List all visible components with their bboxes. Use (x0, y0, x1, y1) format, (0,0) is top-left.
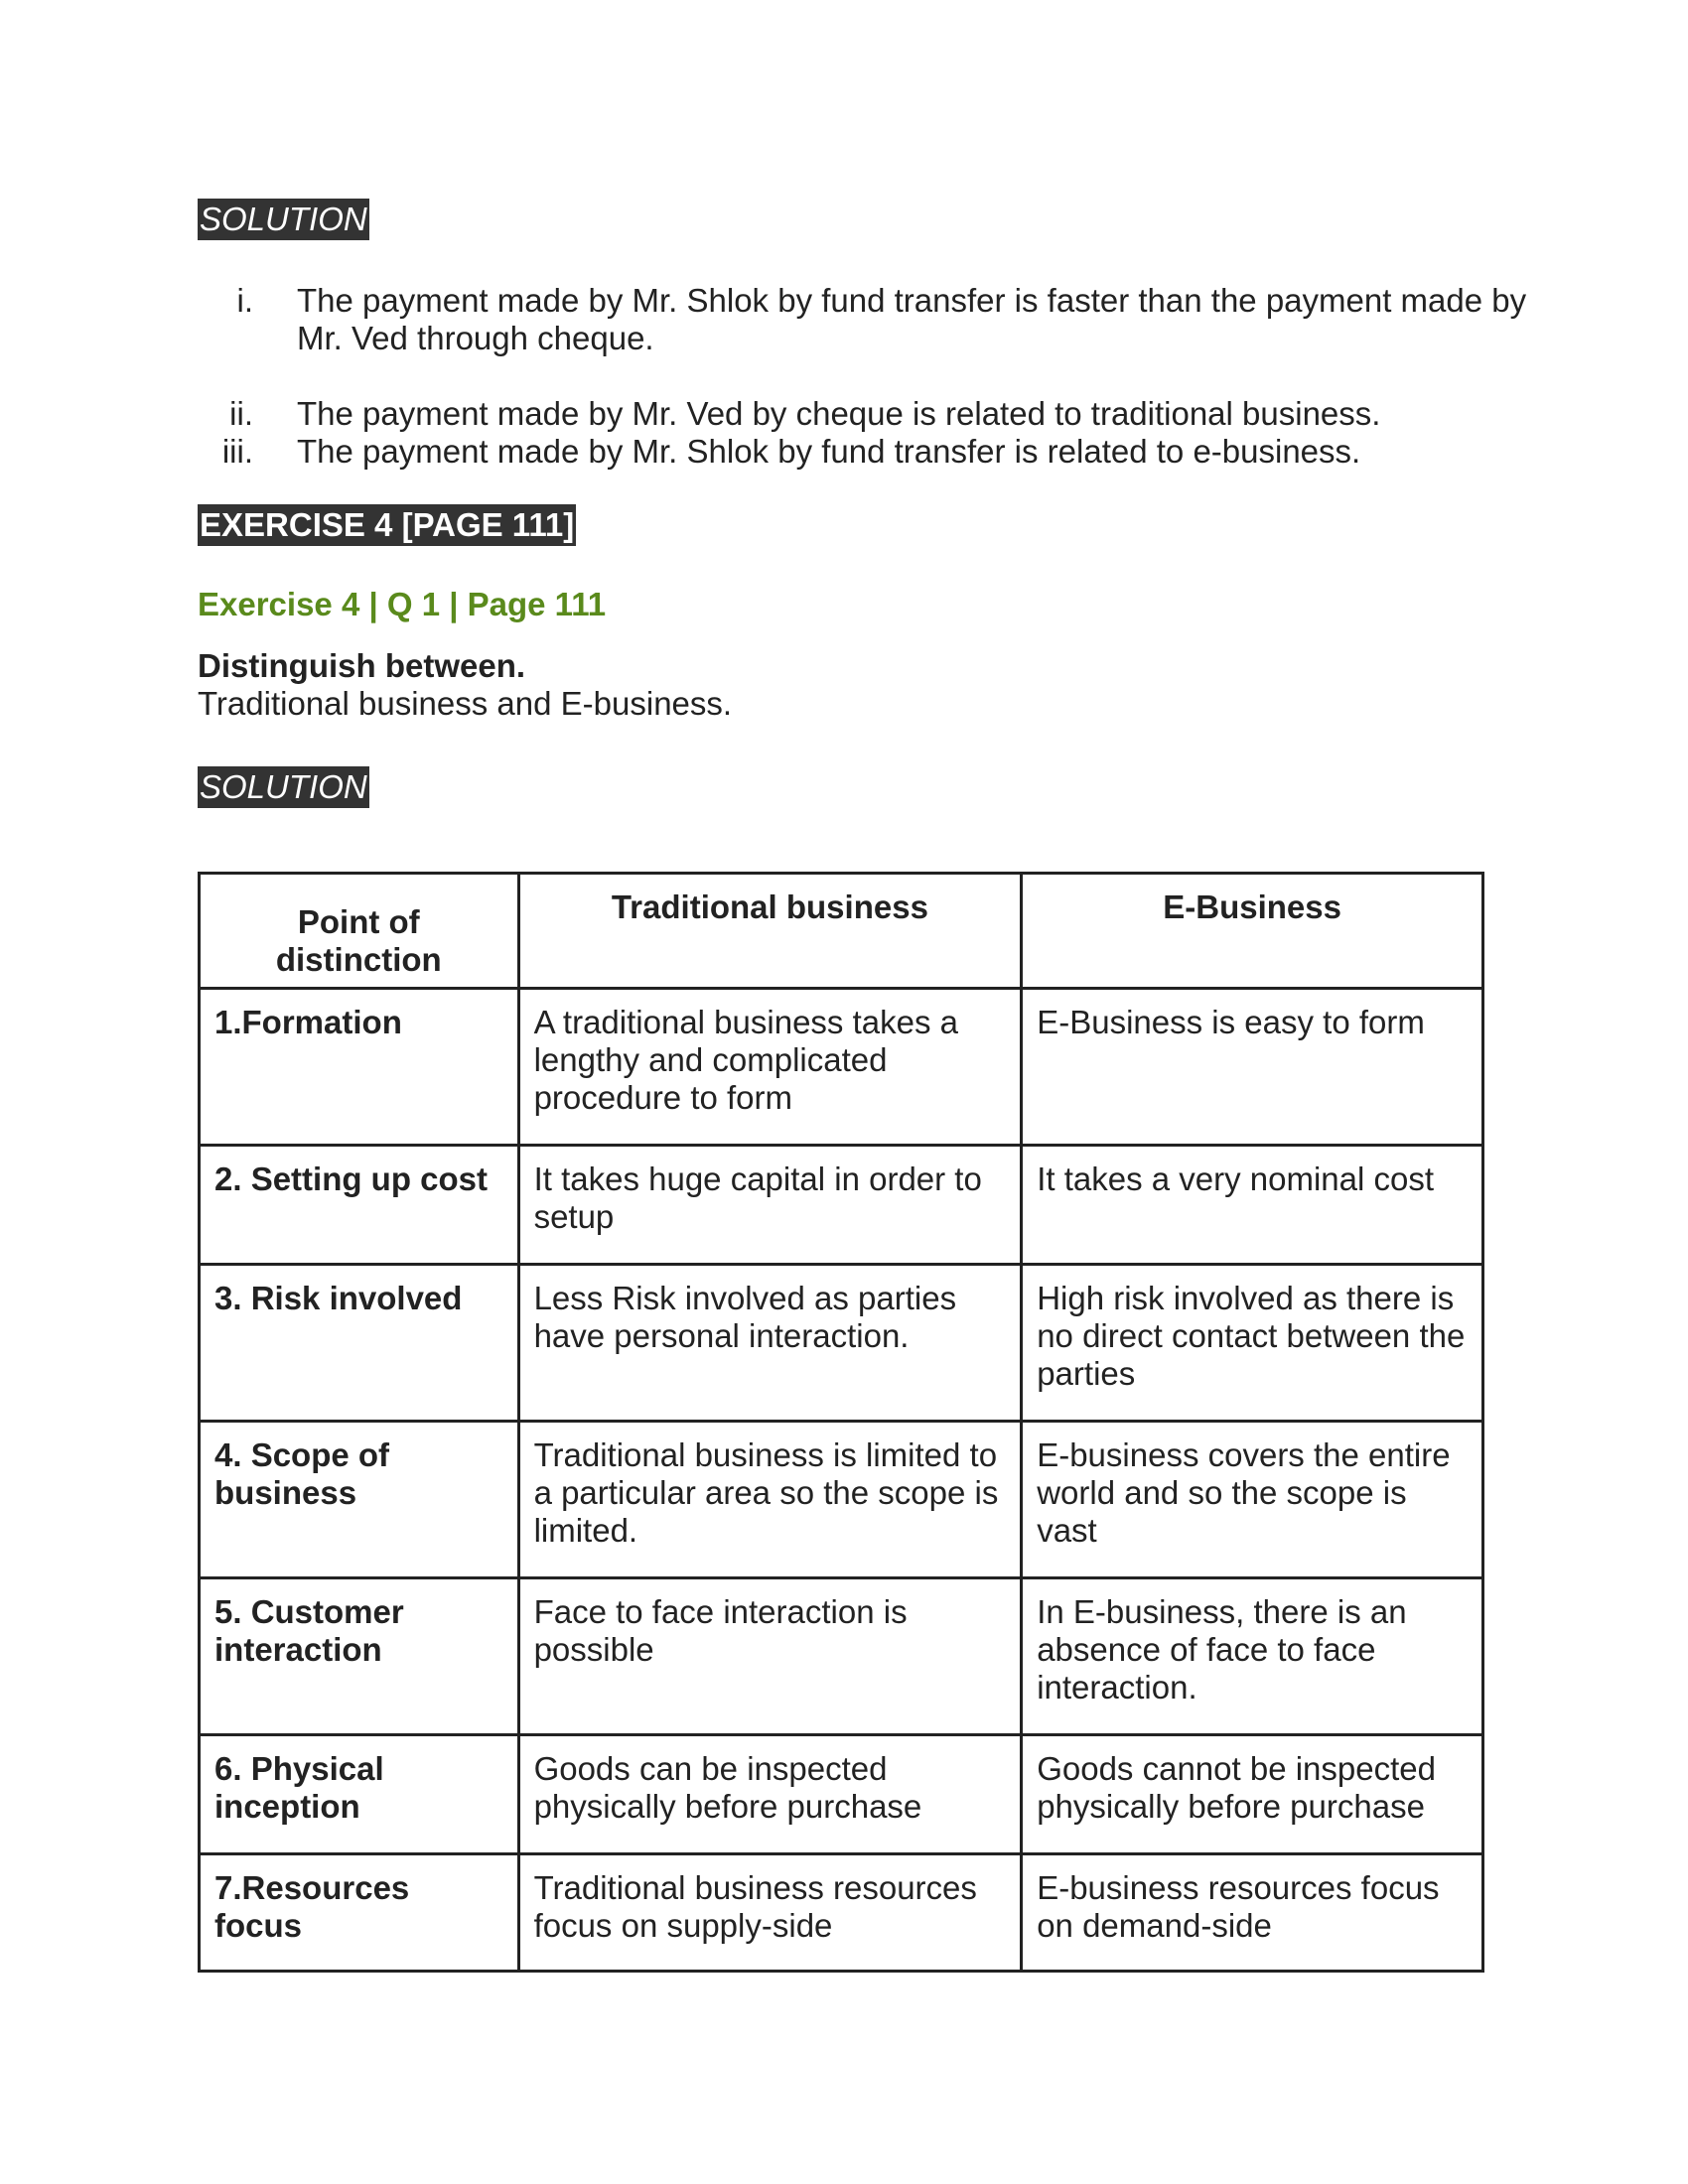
answer-number: ii. (229, 395, 253, 432)
answer-number: i. (236, 282, 253, 319)
question-text: Traditional business and E-business. (198, 685, 733, 722)
row-ebusiness: In E-business, there is an absence of face to face interaction. (1022, 1578, 1483, 1735)
column-header-point: Point of distinction (200, 874, 519, 989)
answer-item (198, 395, 1488, 435)
row-point: 2. Setting up cost (200, 1146, 519, 1265)
table-row (200, 1265, 1483, 1422)
comparison-table (198, 872, 1484, 1973)
answer-item (198, 433, 1488, 473)
table-row (200, 989, 1483, 1146)
solution-label: SOLUTION (198, 199, 369, 240)
row-point: 7.Resources focus (200, 1854, 519, 1972)
answer-text: The payment made by Mr. Shlok by fund transfer is related to e-business. (297, 433, 1361, 470)
row-point: 5. Customer interaction (200, 1578, 519, 1735)
row-traditional: Traditional business is limited to a particular area so the scope is limited. (518, 1422, 1022, 1578)
row-ebusiness: E-business covers the entire world and so the scope is vast (1022, 1422, 1483, 1578)
row-ebusiness: Goods cannot be inspected physically before purchase (1022, 1735, 1483, 1854)
answer-number: iii. (221, 433, 253, 470)
row-traditional: A traditional business takes a lengthy and complicated procedure to form (518, 989, 1022, 1146)
column-header-ebusiness: E-Business (1022, 874, 1483, 989)
exercise-label: EXERCISE 4 [PAGE 111] (198, 504, 576, 546)
table-row (200, 1854, 1483, 1972)
solution-label: SOLUTION (198, 766, 369, 808)
row-ebusiness: It takes a very nominal cost (1022, 1146, 1483, 1265)
row-ebusiness: High risk involved as there is no direct contact between the parties (1022, 1265, 1483, 1422)
row-ebusiness: E-Business is easy to form (1022, 989, 1483, 1146)
question-reference: Exercise 4 | Q 1 | Page 111 (198, 586, 607, 622)
row-point: 3. Risk involved (200, 1265, 519, 1422)
table-row (200, 1146, 1483, 1265)
column-header-traditional: Traditional business (518, 874, 1022, 989)
answer-text: The payment made by Mr. Ved by cheque is related to traditional business. (297, 395, 1381, 432)
answer-item (198, 282, 1527, 361)
answer-text: The payment made by Mr. Shlok by fund transfer is faster than the payment made by Mr. Ved through cheque. (297, 282, 1527, 356)
table-row (200, 1578, 1483, 1735)
table-row (200, 1422, 1483, 1578)
row-traditional: Less Risk involved as parties have personal interaction. (518, 1265, 1022, 1422)
table-header-row (200, 874, 1483, 989)
row-point: 6. Physical inception (200, 1735, 519, 1854)
table-row (200, 1735, 1483, 1854)
row-traditional: Face to face interaction is possible (518, 1578, 1022, 1735)
row-point: 4. Scope of business (200, 1422, 519, 1578)
row-traditional: It takes huge capital in order to setup (518, 1146, 1022, 1265)
row-ebusiness: E-business resources focus on demand-side (1022, 1854, 1483, 1972)
row-traditional: Goods can be inspected physically before purchase (518, 1735, 1022, 1854)
row-traditional: Traditional business resources focus on supply-side (518, 1854, 1022, 1972)
question-heading: Distinguish between. (198, 647, 526, 684)
row-point: 1.Formation (200, 989, 519, 1146)
